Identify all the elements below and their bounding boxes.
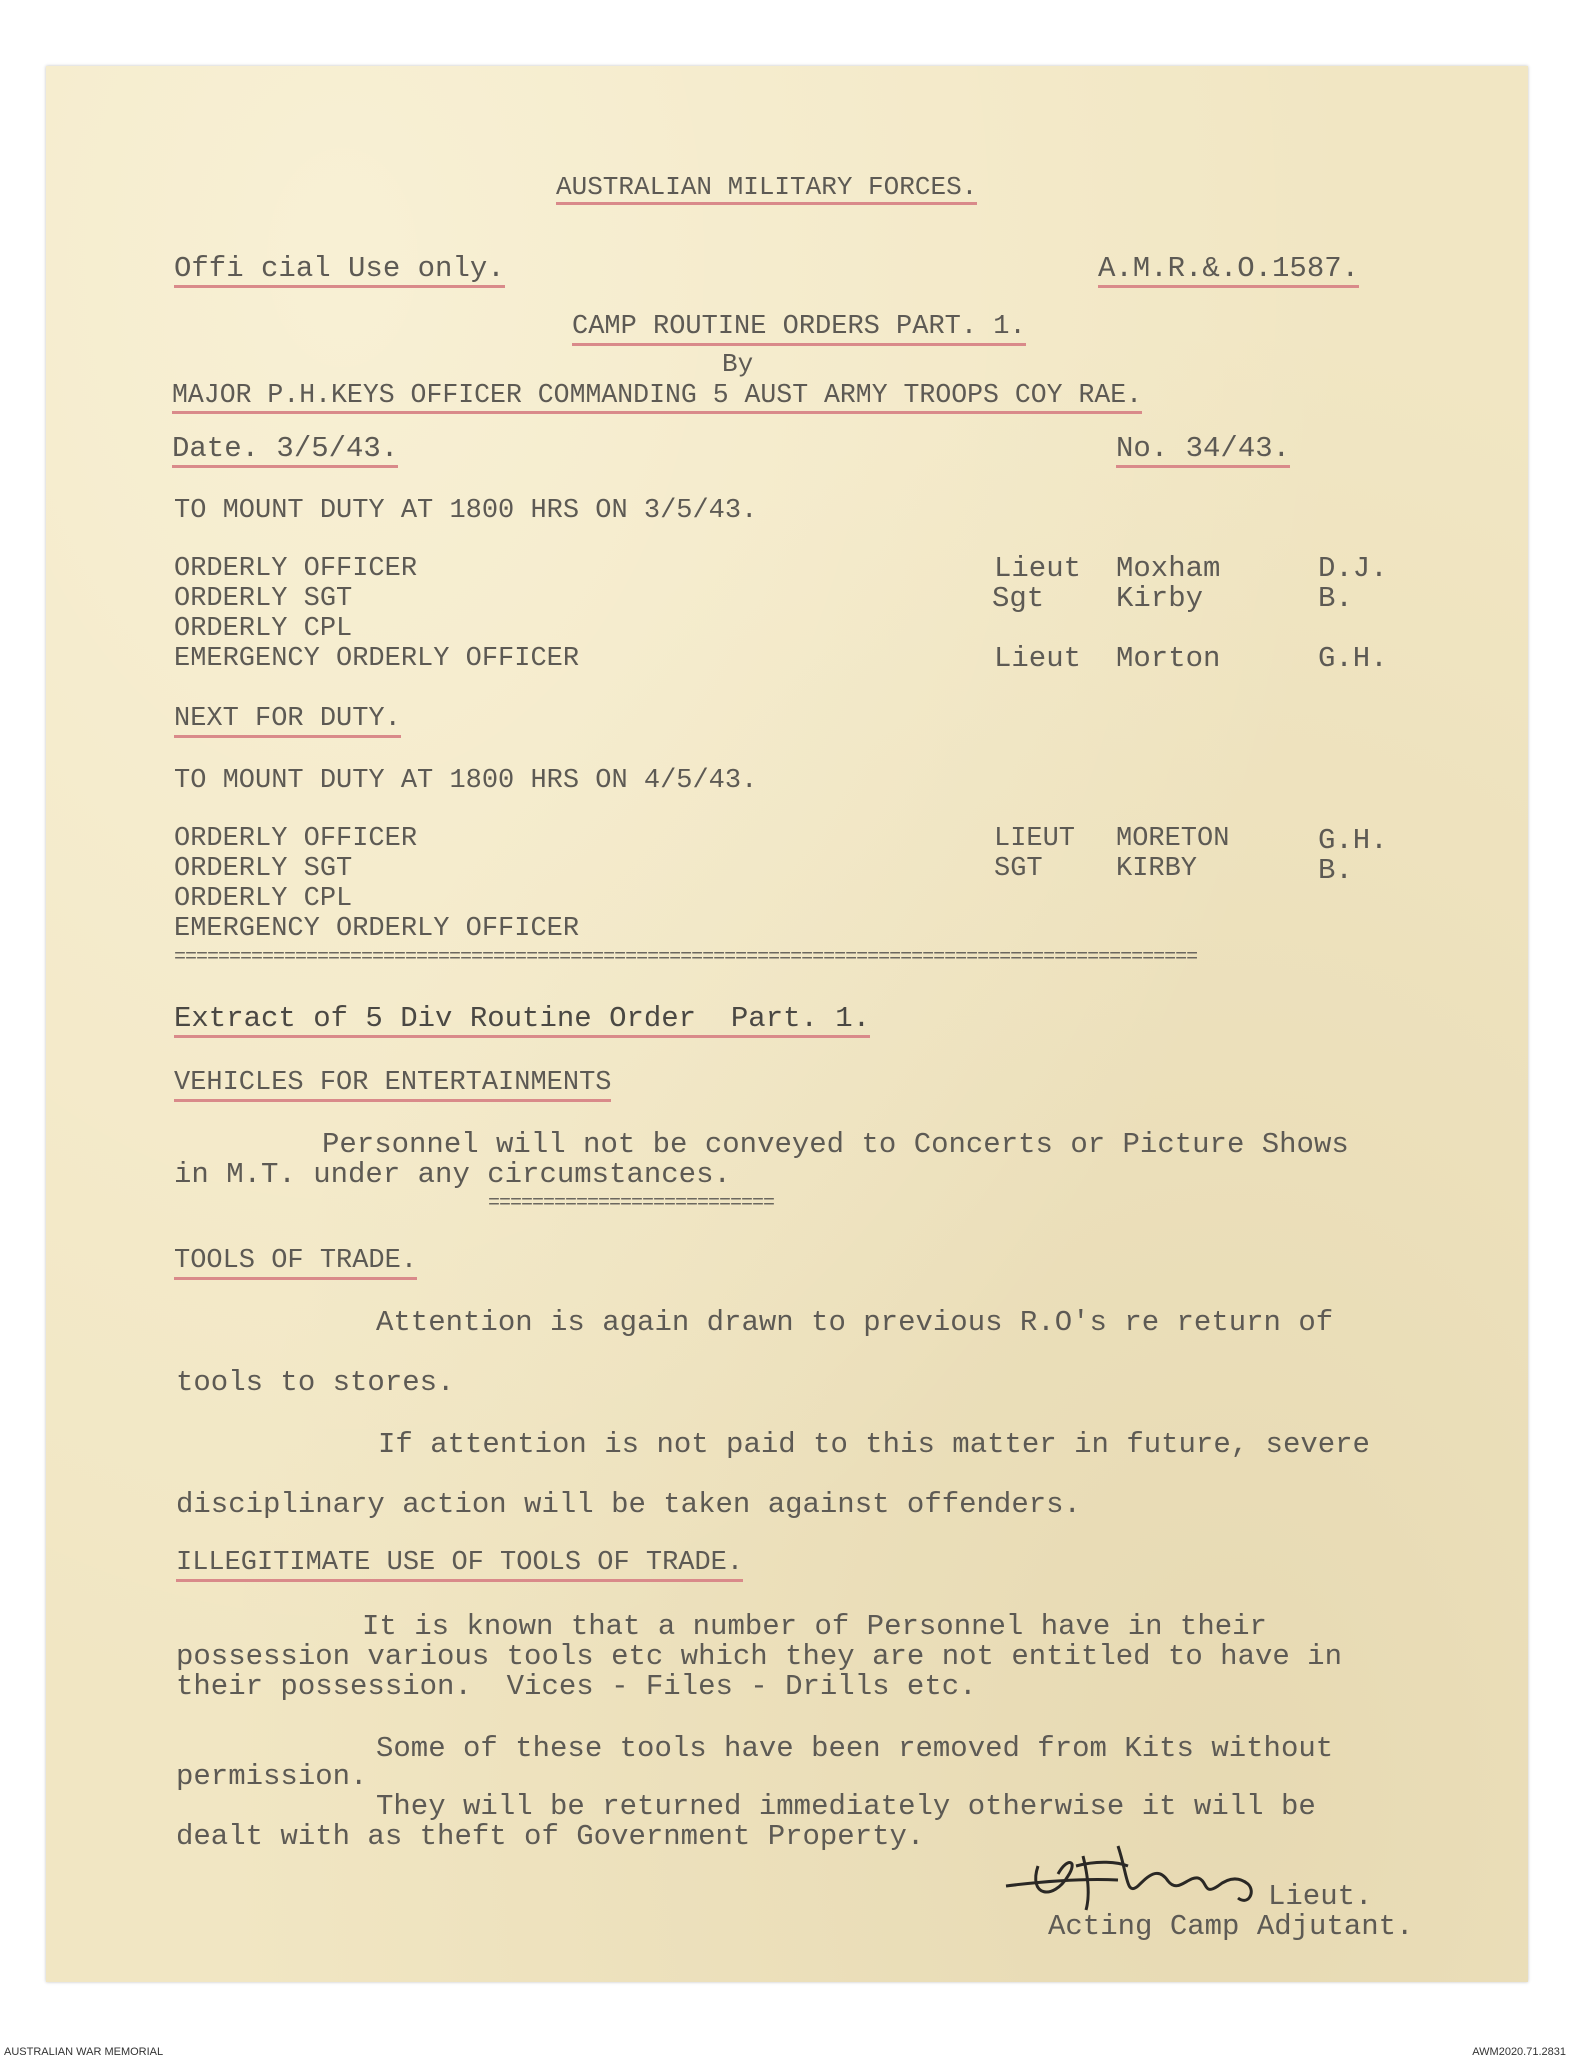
- duty1-rank: Lieut: [994, 642, 1082, 675]
- illegitimate-text-line: It is known that a number of Personnel have in their: [362, 1610, 1267, 1643]
- tools-heading: TOOLS OF TRADE.: [174, 1248, 417, 1280]
- illegitimate-text-line: their possession. Vices - Files - Drills etc.: [176, 1670, 977, 1703]
- vehicles-heading: VEHICLES FOR ENTERTAINMENTS: [174, 1070, 611, 1102]
- signatory-title: Acting Camp Adjutant.: [1048, 1910, 1414, 1943]
- illegitimate-text-line: possession various tools etc which they are not entitled to have in: [176, 1640, 1342, 1673]
- duty1-initials: B.: [1318, 582, 1353, 615]
- date: Date. 3/5/43.: [172, 434, 398, 468]
- duty2-initials: G.H.: [1318, 824, 1388, 857]
- tools-text-line: Attention is again drawn to previous R.O's re return of: [376, 1306, 1334, 1339]
- duty1-name: Kirby: [1116, 582, 1204, 615]
- duty2-role: ORDERLY SGT: [174, 854, 353, 884]
- classification: Offi cial Use only.: [174, 254, 505, 288]
- duty2-heading: TO MOUNT DUTY AT 1800 HRS ON 4/5/43.: [174, 766, 758, 796]
- duty2-name: KIRBY: [1116, 854, 1198, 884]
- signatory-rank: Lieut.: [1268, 1880, 1373, 1913]
- vehicles-text-line: Personnel will not be conveyed to Concerts or Picture Shows: [322, 1128, 1349, 1161]
- illegitimate-text-line: dealt with as theft of Government Property.: [176, 1820, 925, 1853]
- duty1-name: Morton: [1116, 642, 1221, 675]
- duty2-role: ORDERLY CPL: [174, 884, 353, 914]
- duty2-role: EMERGENCY ORDERLY OFFICER: [174, 914, 580, 944]
- duty1-rank: Lieut: [994, 552, 1082, 585]
- illegitimate-text-line: permission.: [176, 1760, 368, 1793]
- duty2-role: ORDERLY OFFICER: [174, 824, 418, 854]
- tools-text-line: If attention is not paid to this matter in future, severe: [378, 1428, 1370, 1461]
- illegitimate-text-line: They will be returned immediately otherwise it will be: [376, 1790, 1316, 1823]
- duty1-role: ORDERLY OFFICER: [174, 554, 418, 584]
- extract-heading: Extract of 5 Div Routine Order Part. 1.: [174, 1004, 870, 1038]
- reference-number: A.M.R.&.O.1587.: [1098, 254, 1359, 288]
- footer-institution: AUSTRALIAN WAR MEMORIAL: [4, 2046, 164, 2058]
- duty1-heading: TO MOUNT DUTY AT 1800 HRS ON 3/5/43.: [174, 496, 758, 526]
- duty1-role: ORDERLY CPL: [174, 614, 353, 644]
- next-for-duty-heading: NEXT FOR DUTY.: [174, 706, 401, 738]
- authority-line: MAJOR P.H.KEYS OFFICER COMMANDING 5 AUST ARMY TROOPS COY RAE.: [172, 382, 1142, 414]
- duty2-name: MORETON: [1116, 824, 1230, 854]
- footer-accession-number: AWM2020.71.2831: [1472, 2046, 1566, 2058]
- duty2-initials: B.: [1318, 854, 1353, 887]
- illegitimate-heading: ILLEGITIMATE USE OF TOOLS OF TRADE.: [176, 1550, 743, 1582]
- document-title: CAMP ROUTINE ORDERS PART. 1.: [572, 314, 1026, 346]
- tools-text-line: disciplinary action will be taken against offenders.: [176, 1488, 1081, 1521]
- illegitimate-text-line: Some of these tools have been removed from Kits without: [376, 1732, 1334, 1765]
- divider-short: ==========================: [488, 1192, 775, 1215]
- divider-long: =============================================================================================: [174, 946, 1198, 969]
- order-number: No. 34/43.: [1116, 434, 1290, 468]
- duty2-rank: SGT: [994, 854, 1043, 884]
- handwritten-signature: [998, 1826, 1298, 1916]
- duty1-initials: D.J.: [1318, 552, 1388, 585]
- duty1-initials: G.H.: [1318, 642, 1388, 675]
- by-line: By: [722, 349, 754, 379]
- tools-text-line: tools to stores.: [176, 1366, 455, 1399]
- vehicles-text-line: in M.T. under any circumstances.: [174, 1158, 731, 1191]
- document-page: [46, 66, 1528, 1982]
- duty1-name: Moxham: [1116, 552, 1221, 585]
- duty1-role: ORDERLY SGT: [174, 584, 353, 614]
- header-title: AUSTRALIAN MILITARY FORCES.: [556, 174, 977, 205]
- duty2-rank: LIEUT: [994, 824, 1076, 854]
- duty1-rank: Sgt: [992, 582, 1045, 615]
- duty1-role: EMERGENCY ORDERLY OFFICER: [174, 644, 580, 674]
